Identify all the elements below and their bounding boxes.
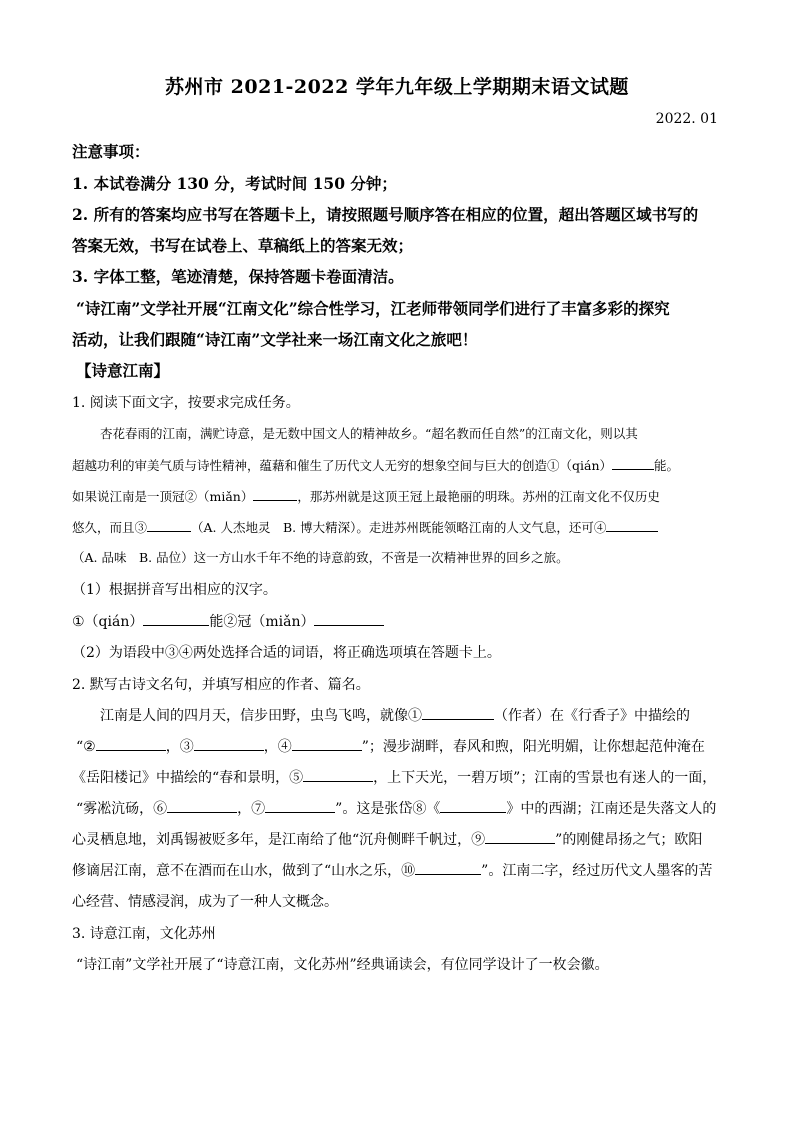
exam-title: 苏州市 2021-2022 学年九年级上学期期末语文试题 [165, 76, 629, 98]
passage-text: 悠久，而且③ [72, 520, 148, 535]
answer-blank[interactable] [485, 829, 555, 844]
question-3-stem: 3. 诗意江南，文化苏州 [72, 926, 216, 942]
q2-text: 《岳阳楼记》中描绘的“春和景明，⑤ [72, 770, 304, 786]
pinyin-label: ①（qián） [72, 614, 144, 630]
passage-text: 超越功利的审美气质与诗性精神，蕴藉和催生了历代文人无穷的想象空间与巨大的创造①（qián） [72, 458, 613, 473]
notice-heading: 注意事项： [72, 142, 150, 161]
intro-line: 活动，让我们跟随“诗江南”文学社来一场江南文化之旅吧！ [72, 330, 478, 349]
q2-text: “② [76, 739, 96, 755]
q2-text: 江南是人间的四月天，信步田野，虫鸟飞鸣，就像① [100, 708, 422, 724]
q2-line [76, 798, 716, 818]
q2-text: 心灵栖息地，刘禹锡被贬多年，是江南给了他“沉舟侧畔千帆过，⑨ [72, 832, 486, 848]
q2-text: 》中的西湖；江南还是失落文人的 [506, 801, 717, 817]
q2-text: ，⑦ [237, 801, 266, 817]
subquestion-answer-line [72, 611, 384, 631]
notice-item: 3. 字体工整，笔迹清楚，保持答题卡卷面清洁。 [72, 267, 404, 286]
q2-line: 心经营、情感浸润，成为了一种人文概念。 [72, 894, 338, 910]
q2-line [72, 767, 716, 787]
passage-line: 杏花春雨的江南，满贮诗意，是无数中国文人的精神故乡。“超名教而任自然”的江南文化，则以其 [100, 426, 638, 441]
answer-blank[interactable] [303, 767, 373, 782]
q2-text: 修谪居江南，意不在酒而在山水，做到了“山水之乐，⑩ [72, 863, 416, 879]
passage-text: 能。 [654, 458, 680, 473]
q2-text: ，④ [263, 739, 292, 755]
passage-line: （A. 品味 B. 品位）这一方山水千年不绝的诗意韵致，不啻是一次精神世界的回乡之旅。 [72, 550, 569, 565]
passage-line [72, 455, 679, 474]
answer-blank[interactable] [147, 517, 191, 532]
answer-blank[interactable] [415, 860, 481, 875]
answer-blank[interactable] [314, 611, 384, 626]
q2-text: ，③ [165, 739, 194, 755]
passage-line [72, 517, 658, 536]
answer-blank[interactable] [253, 486, 297, 501]
pinyin-label: 能②冠（miǎn） [209, 614, 315, 630]
exam-date: 2022. 01 [655, 111, 718, 127]
q2-line [76, 736, 705, 756]
answer-blank[interactable] [606, 517, 658, 532]
q2-text: ，上下天光，一碧万顷”；江南的雪景也有迷人的一面， [373, 770, 717, 786]
answer-blank[interactable] [292, 736, 362, 751]
q2-line [72, 860, 712, 880]
passage-text: ，那苏州就是这顶王冠上最艳丽的明珠。苏州的江南文化不仅历史 [297, 489, 660, 504]
notice-item: 1. 本试卷满分 130 分，考试时间 150 分钟； [72, 174, 397, 193]
answer-blank[interactable] [422, 705, 494, 720]
subquestion: （1）根据拼音写出相应的汉字。 [72, 582, 277, 598]
q2-line [100, 705, 690, 725]
subquestion: （2）为语段中③④两处选择合适的词语，将正确选项填在答题卡上。 [72, 645, 501, 661]
answer-blank[interactable] [194, 736, 264, 751]
q2-text: “雾凇沆砀，⑥ [76, 801, 168, 817]
notice-item: 答案无效，书写在试卷上、草稿纸上的答案无效； [72, 236, 414, 255]
question-1-stem: 1. 阅读下面文字，按要求完成任务。 [72, 395, 300, 411]
answer-blank[interactable] [265, 798, 335, 813]
passage-line [72, 486, 660, 505]
answer-blank[interactable] [612, 455, 654, 470]
q2-text: （作者）在《行香子》中描绘的 [494, 708, 690, 724]
question-2-stem: 2. 默写古诗文名句，并填写相应的作者、篇名。 [72, 677, 370, 693]
q2-text: ”的刚健昂扬之气；欧阳 [555, 832, 703, 848]
q2-text: ”；漫步湖畔，春风和煦，阳光明媚，让你想起范仲淹在 [361, 739, 705, 755]
passage-text: （A. 人杰地灵 B. 博大精深）。走进苏州既能领略江南的人文气息，还可④ [191, 520, 607, 535]
q2-text: ”。江南二字，经过历代文人墨客的苦 [481, 863, 713, 879]
answer-blank[interactable] [96, 736, 166, 751]
notice-item: 2. 所有的答案均应书写在答题卡上，请按照题号顺序答在相应的位置，超出答题区域书写的 [72, 205, 699, 224]
intro-line: “诗江南”文学社开展“江南文化”综合性学习，江老师带领同学们进行了丰富多彩的探究 [76, 299, 670, 318]
question-3-text: “诗江南”文学社开展了“诗意江南，文化苏州”经典诵读会，有位同学设计了一枚会徽。 [76, 957, 609, 973]
answer-blank[interactable] [143, 611, 209, 626]
section-heading: 【诗意江南】 [76, 361, 170, 380]
answer-blank[interactable] [440, 798, 506, 813]
q2-line [72, 829, 702, 849]
passage-text: 如果说江南是一顶冠②（miǎn） [72, 489, 254, 504]
answer-blank[interactable] [167, 798, 237, 813]
q2-text: ”。这是张岱⑧《 [335, 801, 441, 817]
